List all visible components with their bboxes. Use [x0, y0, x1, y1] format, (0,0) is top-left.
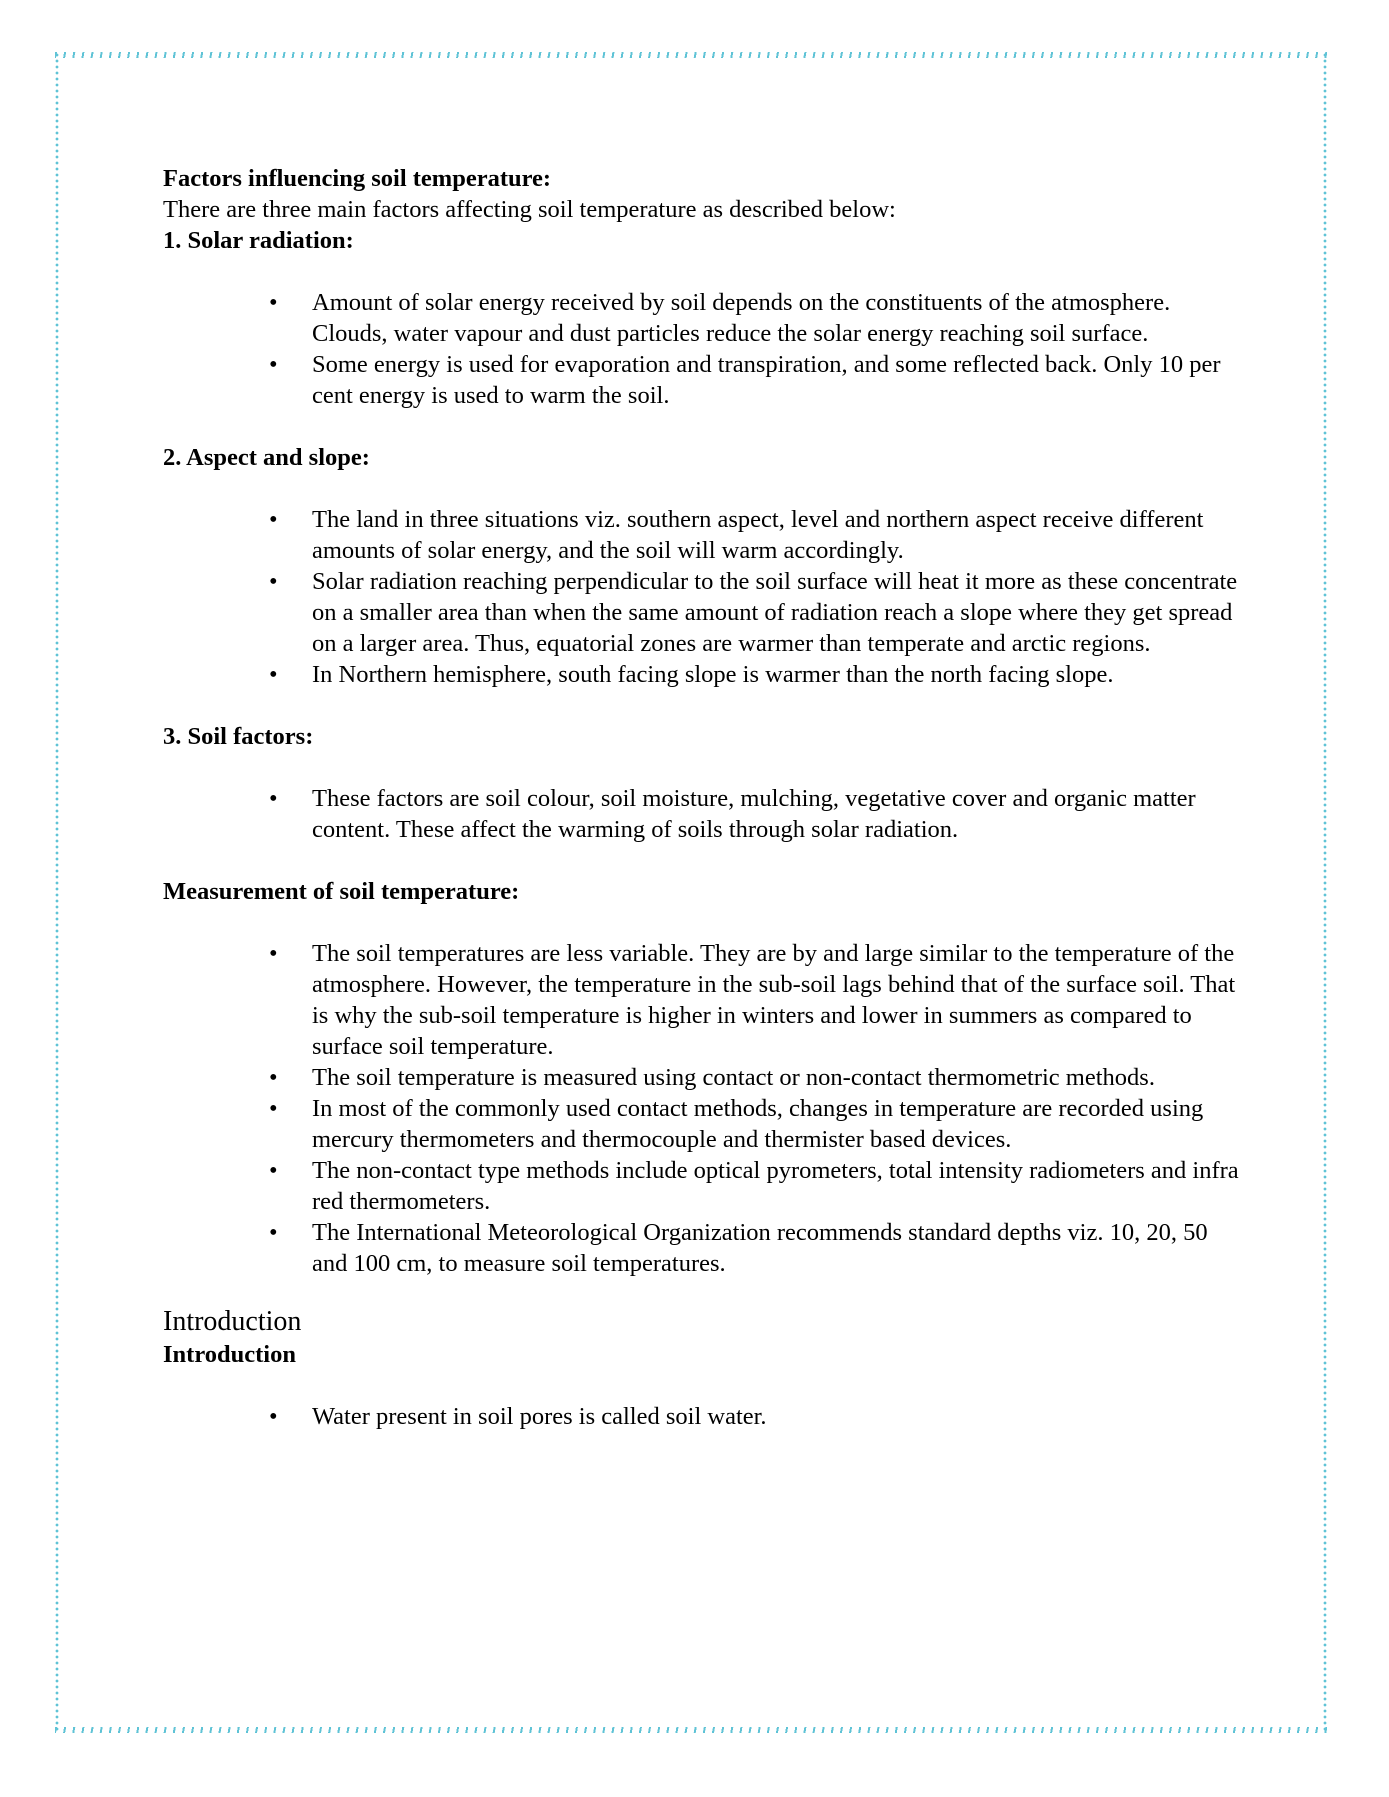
border-right [1323, 52, 1327, 1733]
bullet-icon: • [269, 1095, 278, 1122]
list-item-text: Some energy is used for evaporation and transpiration, and some reflected back. Only 10 per cent energy is used to warm the soil. [312, 351, 1221, 409]
spacer [163, 690, 1243, 721]
bullet-list-measurement [163, 938, 1243, 1279]
list-item-text: The non-contact type methods include optical pyrometers, total intensity radiometers and infra red thermometers. [312, 1157, 1239, 1215]
bullet-icon: • [269, 940, 278, 967]
list-item-text: Solar radiation reaching perpendicular to the soil surface will heat it more as these concentrate on a smaller area than when the same amount of radiation reach a slope where they get spread on a larger area. Thus, equatorial zones are warmer than temperate and arctic regions. [312, 568, 1238, 657]
list-item [163, 783, 1243, 845]
list-item-text: The soil temperature is measured using contact or non-contact thermometric methods. [312, 1064, 1155, 1091]
list-item [163, 566, 1243, 659]
section-heading-factors: Factors influencing soil temperature: [163, 165, 552, 192]
section-heading-aspect-slope: 2. Aspect and slope: [163, 444, 370, 471]
list-item [163, 1093, 1243, 1155]
bullet-icon: • [269, 785, 278, 812]
list-item-text: Water present in soil pores is called soil water. [312, 1403, 767, 1430]
list-item-text: These factors are soil colour, soil moisture, mulching, vegetative cover and organic matter content. These affect the warming of soils through solar radiation. [312, 785, 1196, 843]
bullet-icon: • [269, 289, 278, 316]
chapter-title-introduction: Introduction [163, 1306, 302, 1337]
list-item [163, 1401, 1243, 1432]
list-item [163, 287, 1243, 349]
border-bottom [55, 1727, 1327, 1733]
document-body [163, 163, 1243, 1432]
bullet-icon: • [269, 1219, 278, 1246]
border-left [55, 52, 59, 1733]
section-heading-measurement: Measurement of soil temperature: [163, 878, 520, 905]
list-item [163, 1155, 1243, 1217]
list-item [163, 659, 1243, 690]
bullet-icon: • [269, 1403, 278, 1430]
list-item-text: The soil temperatures are less variable. They are by and large similar to the temperature of the atmosphere. However, the temperature in the sub-soil lags behind that of the surface soil. That is why the sub-soil temperature is higher in winters and lower in summers as compared to surface soil temperature. [312, 940, 1236, 1060]
spacer [163, 473, 1243, 504]
bullet-list-aspect-slope [163, 504, 1243, 690]
bullet-icon: • [269, 1157, 278, 1184]
bullet-list-soil-factors [163, 783, 1243, 845]
section-intro-factors: There are three main factors affecting soil temperature as described below: [163, 196, 896, 223]
section-heading-introduction: Introduction [163, 1341, 296, 1368]
bullet-icon: • [269, 506, 278, 533]
bullet-icon: • [269, 568, 278, 595]
spacer [163, 1279, 1243, 1305]
bullet-list-introduction [163, 1401, 1243, 1432]
list-item [163, 1062, 1243, 1093]
section-heading-soil-factors: 3. Soil factors: [163, 723, 314, 750]
spacer [163, 752, 1243, 783]
list-item [163, 938, 1243, 1062]
list-item [163, 1217, 1243, 1279]
list-item [163, 504, 1243, 566]
bullet-list-solar-radiation [163, 287, 1243, 411]
border-top [55, 52, 1327, 58]
spacer [163, 411, 1243, 442]
bullet-icon: • [269, 351, 278, 378]
list-item [163, 349, 1243, 411]
spacer [163, 1370, 1243, 1401]
spacer [163, 907, 1243, 938]
spacer [163, 256, 1243, 287]
spacer [163, 845, 1243, 876]
section-heading-solar-radiation: 1. Solar radiation: [163, 227, 354, 254]
list-item-text: Amount of solar energy received by soil depends on the constituents of the atmosphere. Clouds, water vapour and dust particles reduce the solar energy reaching soil surface. [312, 289, 1171, 347]
bullet-icon: • [269, 1064, 278, 1091]
bullet-icon: • [269, 661, 278, 688]
list-item-text: The land in three situations viz. southern aspect, level and northern aspect receive different amounts of solar energy, and the soil will warm accordingly. [312, 506, 1204, 564]
list-item-text: In Northern hemisphere, south facing slope is warmer than the north facing slope. [312, 661, 1114, 688]
list-item-text: The International Meteorological Organization recommends standard depths viz. 10, 20, 50 and 100 cm, to measure soil temperatures. [312, 1219, 1208, 1277]
list-item-text: In most of the commonly used contact methods, changes in temperature are recorded using mercury thermometers and thermocouple and thermister based devices. [312, 1095, 1204, 1153]
